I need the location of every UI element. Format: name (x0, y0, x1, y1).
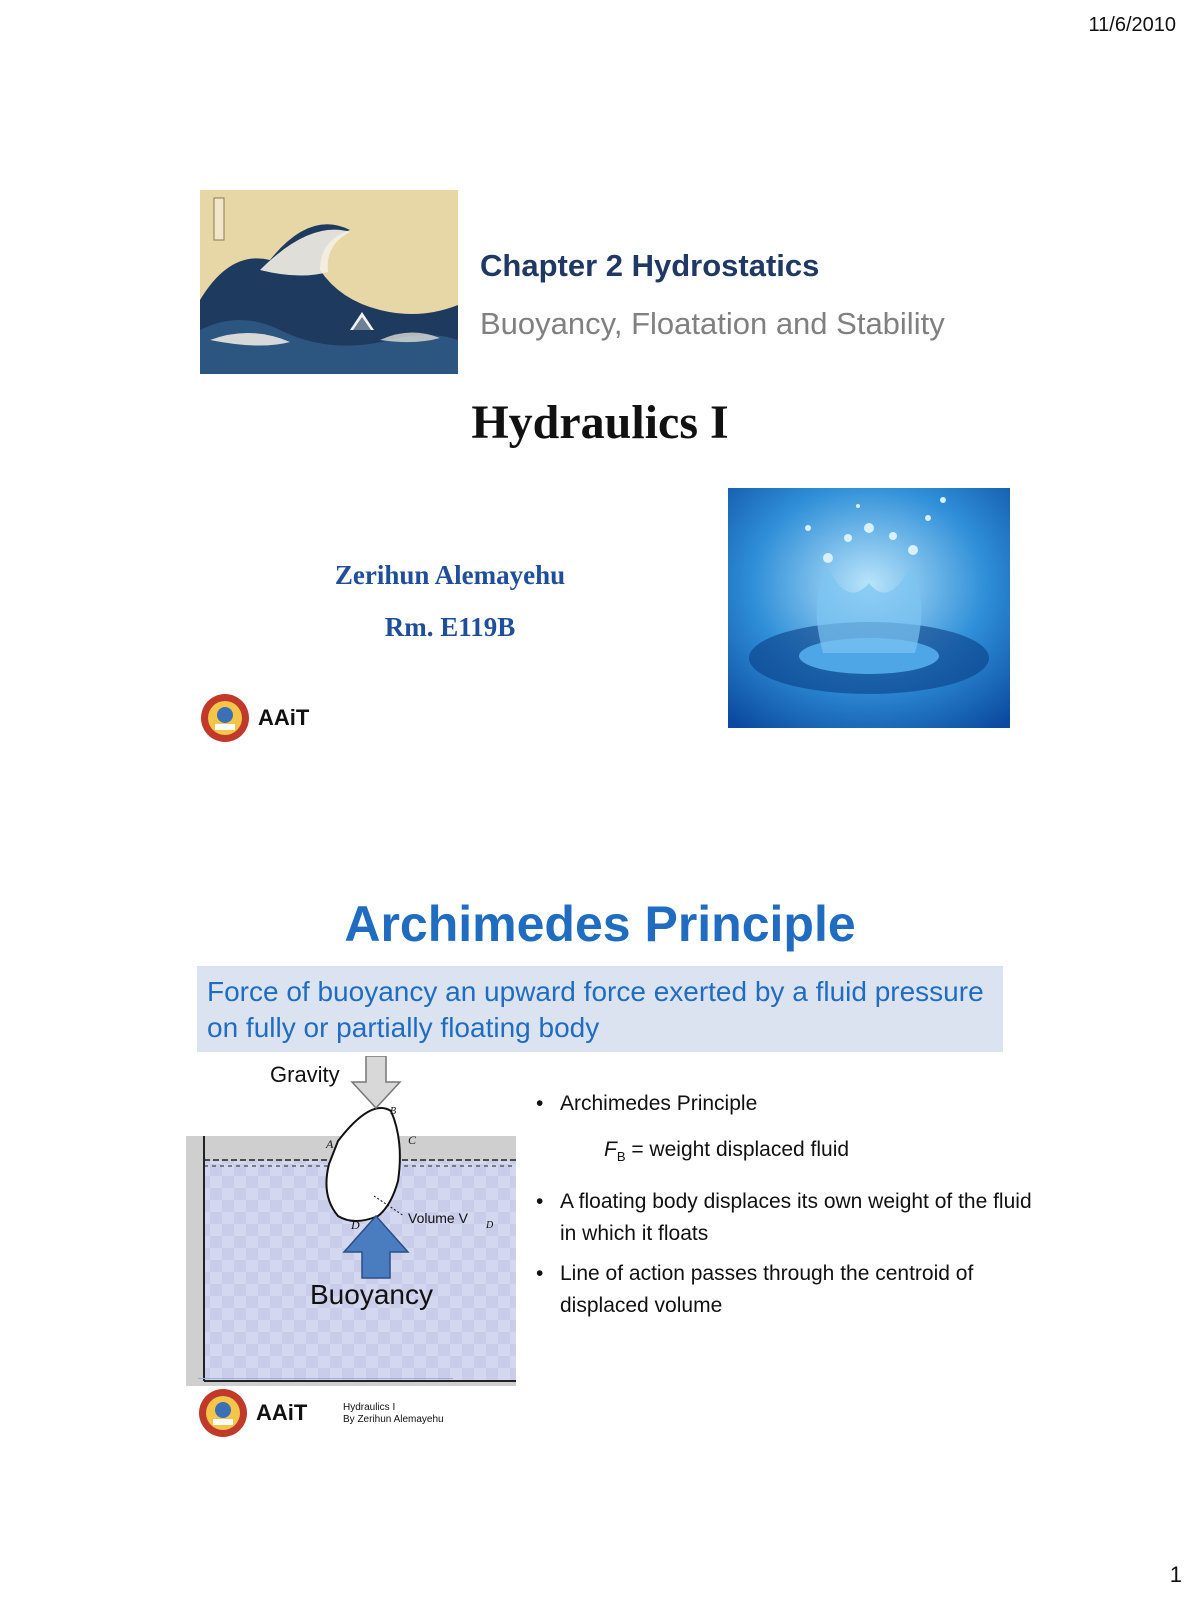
great-wave-image (200, 190, 458, 374)
bullet-archimedes: • Archimedes Principle (530, 1088, 1050, 1120)
aait-logo-row (200, 693, 309, 743)
point-d-label: D (351, 1218, 360, 1232)
aait-emblem-icon (198, 1388, 248, 1438)
gravity-label: Gravity (270, 1062, 340, 1087)
course-title: Hydraulics I (471, 396, 729, 449)
formula-symbol: F (604, 1138, 617, 1161)
slide-title: Archimedes Principle (344, 896, 856, 952)
aait-emblem-icon (200, 693, 250, 743)
footer-aait-label: AAiT (256, 1400, 308, 1425)
footer-author: By Zerihun Alemayehu (343, 1414, 444, 1425)
point-a-label: A (326, 1137, 334, 1151)
point-c-label: C (408, 1133, 417, 1147)
chapter-title: Chapter 2 Hydrostatics (480, 248, 820, 283)
definition-text: Force of buoyancy an upward force exerted by a fluid pressure on fully or partially floating body (207, 976, 984, 1043)
bullet-list (530, 1088, 1050, 1322)
water-splash-image (728, 488, 1010, 728)
bullet-floating-body: • A floating body displaces its own weight of the fluid in which it floats (530, 1186, 1050, 1250)
print-date: 11/6/2010 (1088, 14, 1176, 36)
buoyancy-formula (530, 1138, 1050, 1164)
buoyancy-label: Buoyancy (310, 1279, 433, 1310)
volume-subscript: D (486, 1220, 494, 1231)
footer-course: Hydraulics I (343, 1402, 396, 1413)
formula-subscript: B (616, 1149, 626, 1165)
bullet-line-of-action: • Line of action passes through the centroid of displaced volume (530, 1258, 1050, 1322)
definition-box (197, 966, 1003, 1052)
chapter-subtitle: Buoyancy, Floatation and Stability (480, 306, 945, 341)
footer-logo-row (198, 1388, 307, 1438)
footer-note (343, 1402, 444, 1426)
point-b-label: B (390, 1106, 397, 1117)
gravity-arrow-icon (352, 1056, 400, 1108)
buoyancy-diagram (186, 1056, 516, 1386)
formula-text: = weight displaced fluid (625, 1138, 850, 1161)
author-room: Rm. E119B (384, 612, 516, 642)
aait-label: AAiT (258, 705, 310, 730)
page-number: 1 (1169, 1562, 1182, 1587)
volume-label: Volume V (408, 1210, 468, 1226)
footer-divider (198, 1378, 453, 1379)
author-name: Zerihun Alemayehu (334, 560, 566, 590)
